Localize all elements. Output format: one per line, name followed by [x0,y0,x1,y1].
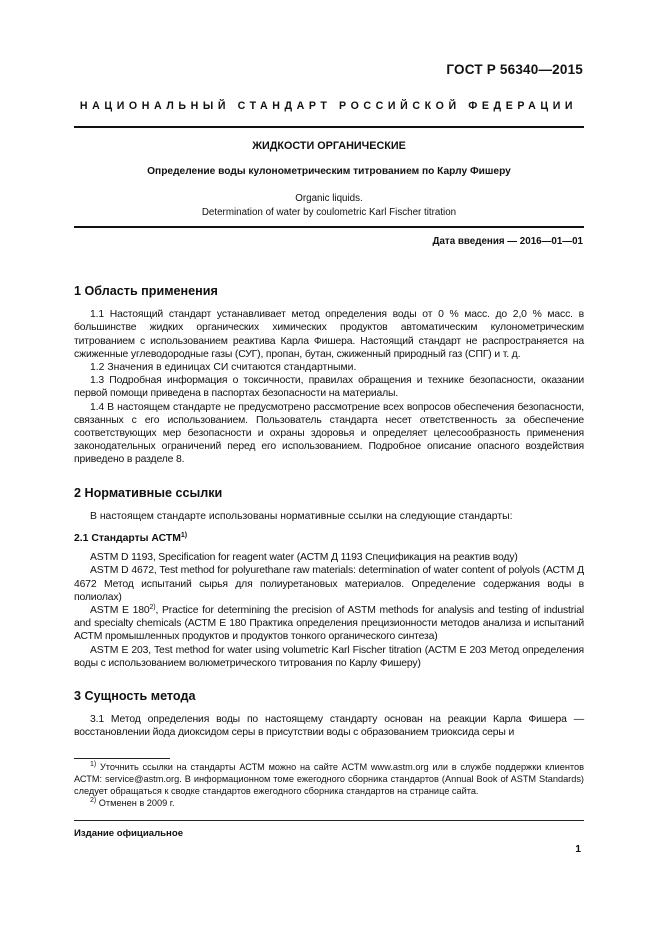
section-2-intro: В настоящем стандарте использованы нормативные ссылки на следующие стандарты: [90,510,513,522]
reference-astm-d4672: ASTM D 4672, Test method for polyurethane raw materials: determination of water content of polyols (АСТМ Д 4672 Метод испытаний сырья для полиуретановых материалов. Определение содержания воды в полиолах) [74,565,584,603]
footnote-1-text: Уточнить ссылки на стандарты АСТМ можно на сайте АСТМ www.astm.org или в службе поддержки клиентов АСТМ: service@astm.org. В информационном томе ежегодного сборника стандартов (Annual Book of ASTM Standards) следует обращаться к сводке стандартов ежегодного сборника стандартов на странице сайта. [74,762,584,796]
footer-rule [74,820,584,821]
reference-astm-e203: ASTM E 203, Test method for water using volumetric Karl Fischer titration (АСТМ Е 203 Метод определения воды с использованием волюметрического титрования по Карлу Фишеру) [74,644,584,669]
reference-astm-d1193: ASTM D 1193, Specification for reagent water (АСТМ Д 1193 Спецификация на реактив воду) [90,552,518,564]
subsection-2-1-title: 2.1 Стандарты АСТМ [74,533,181,545]
section-3-heading: 3 Сущность метода [74,689,196,704]
page-number: 1 [575,844,581,855]
title-rule [74,226,584,228]
english-title-line-1: Organic liquids. [295,193,363,204]
footnote-ref-1: 1) [180,532,188,540]
section-1-heading: 1 Область применения [74,284,218,298]
english-title-line-2: Determination of water by coulometric Karl Fischer titration [201,207,457,218]
header-rule [74,126,584,128]
reference-astm-e180 [74,604,584,644]
subsection-2-1-heading [74,532,584,545]
paragraph-3-1: 3.1 Метод определения воды по настоящему стандарту основан на реакции Карла Фишера — восстановлении йода диоксидом серы в присутствии воды с образованием триоксида серы и [74,714,584,739]
section-2-heading: 2 Нормативные ссылки [74,485,223,500]
paragraph-1-1: 1.1 Настоящий стандарт устанавливает метод определения воды от 0 % масс. до 2,0 % масс. в большинстве жидких органических химических продуктов автоматическим кулонометрическим титрованием с использованием реактива Карла Фишера. Настоящий стандарт не распространяется на сжиженные углеводородные газы (СУГ), пропан, бутан, сжиженный природный газ (СПГ) и т. д. [74,309,584,360]
footnote-2-text: Отменен в 2009 г. [96,798,175,808]
english-title [74,192,584,220]
paragraph-1-4: 1.4 В настоящем стандарте не предусмотрено рассмотрение всех вопросов обеспечения безопасности, связанных с его использованием. Пользователь стандарта несет ответственность за обеспечение соответствующих мер безопасности и охраны здоровья и определяет целесообразность применения законодательных ограничений перед его использованием. Подробное описание опасного воздействия приведено в разделе 8. [74,401,584,466]
standard-designation: ГОСТ Р 56340—2015 [446,62,583,77]
footnote-2 [74,797,584,809]
footnote-ref-2: 2) [149,604,156,612]
document-body [74,285,584,740]
footnotes [74,761,584,809]
reference-text-e180: , Practice for determining the precision of ASTM methods for analysis and testing of industrial and specialty chemicals (АСТМ Е 180 Практика определения прецизионности методов анализа и испытаний АСТМ промышленных продуктов и продуктов тонкого органического синтеза) [74,605,584,643]
official-edition-label: Издание официальное [74,828,184,839]
paragraph-1-3: 1.3 Подробная информация о токсичности, правилах обращения и технике безопасности, оказании первой помощи приведена в паспортах безопасности на материалы. [74,375,584,400]
footnote-1 [74,761,584,797]
footnote-2-mark: 2) [90,797,97,804]
national-standard-banner: НАЦИОНАЛЬНЫЙ СТАНДАРТ РОССИЙСКОЙ ФЕДЕРАЦИИ [79,100,578,112]
introduction-date: Дата введения — 2016—01—01 [432,236,583,247]
document-subtitle: Определение воды кулонометрическим титрованием по Карлу Фишеру [147,166,511,177]
reference-code-e180: ASTM E 180 [90,605,150,617]
footnote-rule [74,758,170,759]
paragraph-1-2: 1.2 Значения в единицах СИ считаются стандартными. [90,362,357,374]
document-title: ЖИДКОСТИ ОРГАНИЧЕСКИЕ [252,140,406,152]
footnote-1-mark: 1) [90,761,97,768]
